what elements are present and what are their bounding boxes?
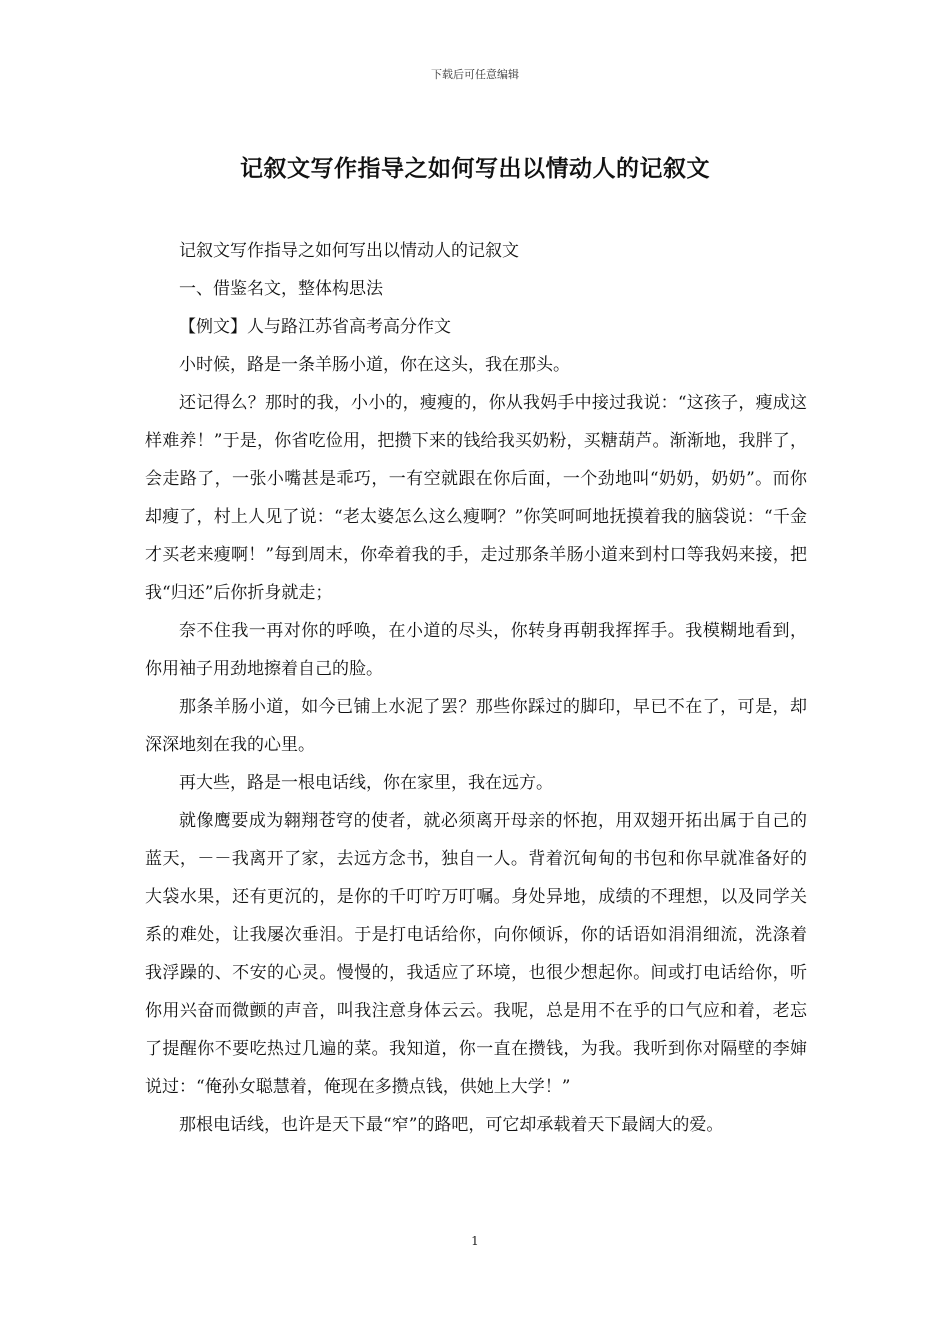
document-body bbox=[145, 232, 807, 1144]
paragraph: 就像鹰要成为翱翔苍穹的使者，就必须离开母亲的怀抱，用双翅开拓出属于自己的蓝天，－－我离开了家，去远方念书，独自一人。背着沉甸甸的书包和你早就准备好的大袋水果，还有更沉的，是你的千叮咛万叮嘱。身处异地，成绩的不理想，以及同学关系的难处，让我屡次垂泪。于是打电话给你，向你倾诉，你的话语如涓涓细流，洗涤着我浮躁的、不安的心灵。慢慢的，我适应了环境，也很少想起你。间或打电话给你，听你用兴奋而微颤的声音，叫我注意身体云云。我呢，总是用不在乎的口气应和着，老忘了提醒你不要吃热过几遍的菜。我知道，你一直在攒钱，为我。我听到你对隔壁的李婶说过：“俺孙女聪慧着，俺现在多攒点钱，供她上大学！” bbox=[145, 811, 807, 1097]
paragraph: 那根电话线，也许是天下最“窄”的路吧，可它却承载着天下最阔大的爱。 bbox=[179, 1115, 724, 1135]
header-note: 下载后可任意编辑 bbox=[431, 68, 519, 81]
paragraph: 【例文】人与路江苏省高考高分作文 bbox=[179, 317, 451, 337]
paragraph: 奈不住我一再对你的呼唤，在小道的尽头，你转身再朝我挥挥手。我模糊地看到，你用袖子用劲地擦着自己的脸。 bbox=[145, 621, 807, 679]
paragraph: 一、借鉴名文，整体构思法 bbox=[179, 279, 383, 299]
paragraph: 小时候，路是一条羊肠小道，你在这头，我在那头。 bbox=[179, 355, 570, 375]
paragraph: 那条羊肠小道，如今已铺上水泥了罢？那些你踩过的脚印，早已不在了，可是，却深深地刻在我的心里。 bbox=[145, 697, 807, 755]
paragraph: 记叙文写作指导之如何写出以情动人的记叙文 bbox=[179, 241, 519, 261]
paragraph: 再大些，路是一根电话线，你在家里，我在远方。 bbox=[179, 773, 553, 793]
paragraph: 还记得么？那时的我，小小的，瘦瘦的，你从我妈手中接过我说：“这孩子，瘦成这样难养！”于是，你省吃俭用，把攒下来的钱给我买奶粉，买糖葫芦。渐渐地，我胖了，会走路了，一张小嘴甚是乖巧，一有空就跟在你后面，一个劲地叫“奶奶，奶奶”。而你却瘦了，村上人见了说：“老太婆怎么这么瘦啊？”你笑呵呵地抚摸着我的脑袋说：“千金才买老来瘦啊！”每到周末，你牵着我的手，走过那条羊肠小道来到村口等我妈来接，把我“归还”后你折身就走； bbox=[145, 393, 807, 603]
page-number: 1 bbox=[471, 1234, 479, 1248]
document-title: 记叙文写作指导之如何写出以情动人的记叙文 bbox=[240, 155, 710, 182]
